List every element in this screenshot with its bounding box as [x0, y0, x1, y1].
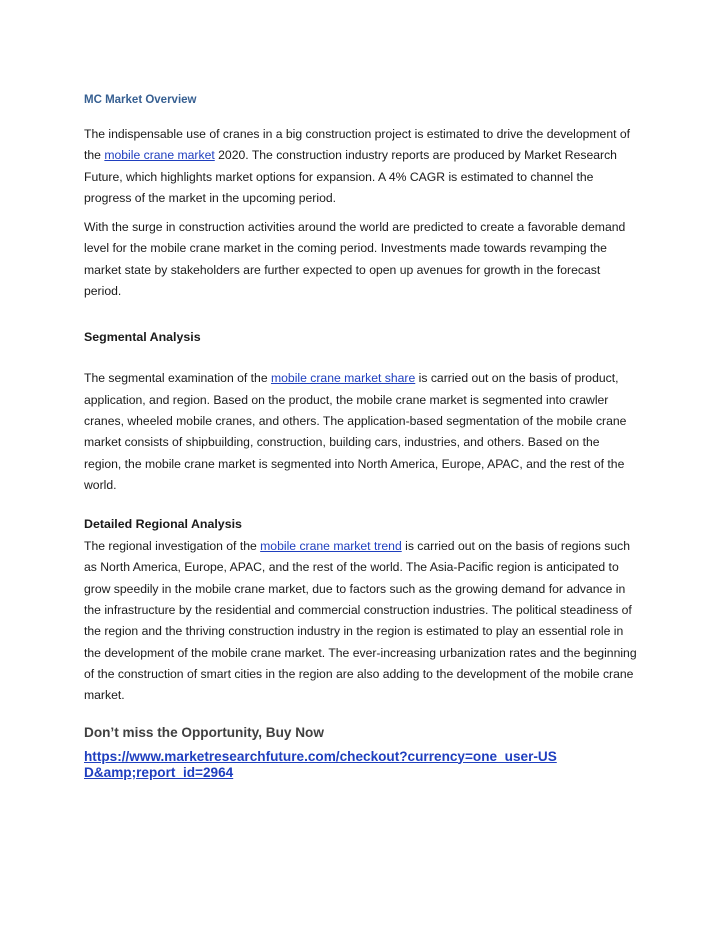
- overview-heading: MC Market Overview: [84, 94, 197, 106]
- segmental-text-after: is carried out on the basis of product, application, and region. Based on the product, the mobile crane market is segmented into crawler cranes, wheeled mobile cranes, and others. The application-based segmentation of the mobile crane market consists of shipbuilding, construction, building cars, industries, and others. Based on the region, the mobile crane market is segmented into North America, Europe, APAC, and the rest of the world.: [84, 371, 627, 492]
- overview-paragraph-1: [84, 124, 638, 209]
- market-trend-link[interactable]: mobile crane market trend: [260, 539, 402, 554]
- overview-p1-text-before: The indispensable use of cranes in a big construction project is estimated to drive the development of the: [84, 127, 631, 163]
- segmental-heading: Segmental Analysis: [84, 330, 201, 345]
- segmental-paragraph: [84, 368, 638, 496]
- overview-paragraph-2: With the surge in construction activities around the world are predicted to create a favorable demand level for the mobile crane market in the coming period. Investments made towards revamping the market state by stakeholders are further expected to open up avenues for growth in the forecast period.: [84, 220, 626, 299]
- segmental-text-before: The segmental examination of the: [84, 371, 271, 386]
- regional-text-after: is carried out on the basis of regions such as North America, Europe, APAC, and the rest of the world. The Asia-Pacific region is anticipated to grow speedily in the mobile crane market, due to factors such as the growing demand for advance in the infrastructure by the residential and commercial construction industries. The political steadiness of the region and the thriving construction industry in the region is estimated to play an essential role in the development of the mobile crane market. The ever-increasing urbanization rates and the beginning of the construction of smart cities in the region are also adding to the development of the mobile crane market.: [84, 539, 637, 703]
- regional-text-before: The regional investigation of the: [84, 539, 261, 554]
- regional-paragraph: [84, 536, 638, 706]
- cta-heading: Don’t miss the Opportunity, Buy Now: [84, 724, 324, 740]
- regional-heading: Detailed Regional Analysis: [84, 517, 242, 532]
- market-share-link[interactable]: mobile crane market share: [270, 371, 416, 386]
- mobile-crane-market-link[interactable]: mobile crane market: [104, 148, 215, 163]
- overview-p1-text-after: 2020. The construction industry reports are produced by Market Research Future, which highlights market options for expansion. A 4% CAGR is estimated to channel the progress of the market in the upcoming period.: [84, 148, 617, 205]
- checkout-link[interactable]: https://www.marketresearchfuture.com/checkout?currency=one_user-USD&amp;report_id=2964: [84, 748, 557, 781]
